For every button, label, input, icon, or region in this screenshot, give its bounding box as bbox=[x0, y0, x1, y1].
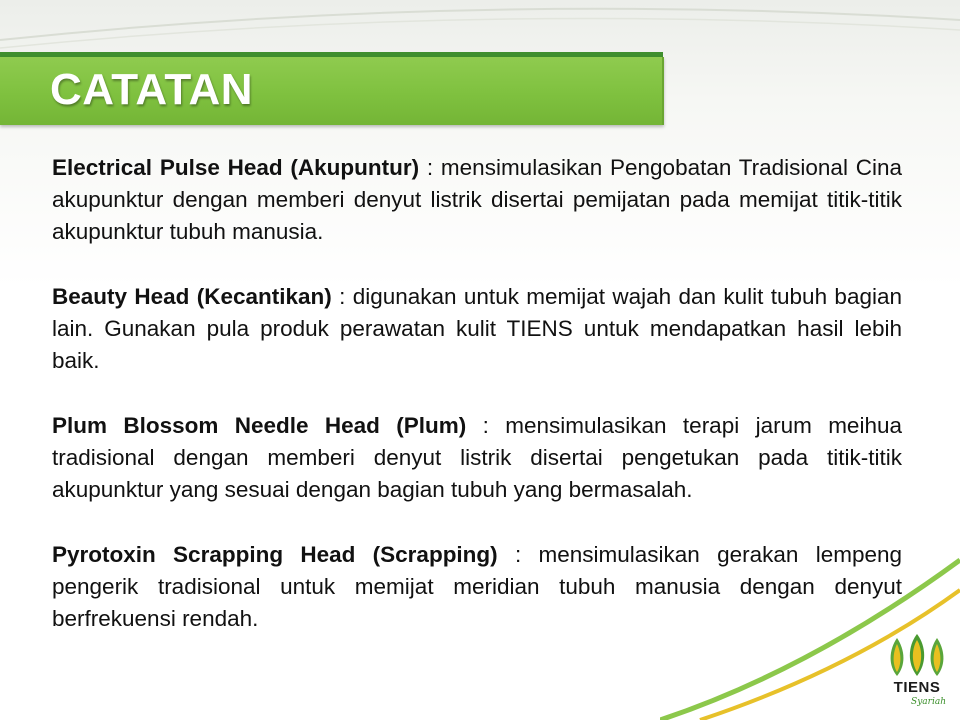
note-description: : mensimulasikan Pengobatan Tradisional Cina akupunktur dengan memberi denyut listrik disertai pemijatan pada memijat titik-titik akupunktur tubuh manusia. bbox=[52, 155, 902, 244]
note-term: Electrical Pulse Head (Akupuntur) bbox=[52, 155, 420, 180]
note-description: : mensimulasikan terapi jarum meihua tradisional dengan memberi denyut listrik disertai pengetukan pada titik-titik akupunktur yang sesuai dengan bagian tubuh yang bermasalah. bbox=[52, 413, 902, 502]
note-paragraph-electrical-pulse bbox=[52, 152, 902, 248]
note-description: : mensimulasikan gerakan lempeng pengerik tradisional untuk memijat meridian tubuh manusia dengan denyut berfrekuensi rendah. bbox=[52, 542, 903, 631]
note-term: Beauty Head (Kecantikan) bbox=[52, 284, 332, 309]
note-paragraph-beauty bbox=[52, 281, 902, 377]
top-decorative-swoosh bbox=[0, 0, 960, 60]
note-paragraph-plum-blossom bbox=[52, 410, 902, 506]
logo-subtitle-text: Syariah bbox=[911, 697, 946, 707]
tiens-logo bbox=[884, 632, 950, 716]
logo-brand-text: TIENS bbox=[893, 679, 941, 696]
note-description: : digunakan untuk memijat wajah dan kulit tubuh bagian lain. Gunakan pula produk perawatan kulit TIENS untuk mendapatkan hasil lebih baik. bbox=[52, 284, 902, 373]
note-term: Pyrotoxin Scrapping Head (Scrapping) bbox=[52, 542, 498, 567]
note-term: Plum Blossom Needle Head (Plum) bbox=[52, 413, 467, 438]
page-title: CATATAN bbox=[50, 65, 254, 114]
tiens-leaf-icon bbox=[884, 632, 950, 680]
